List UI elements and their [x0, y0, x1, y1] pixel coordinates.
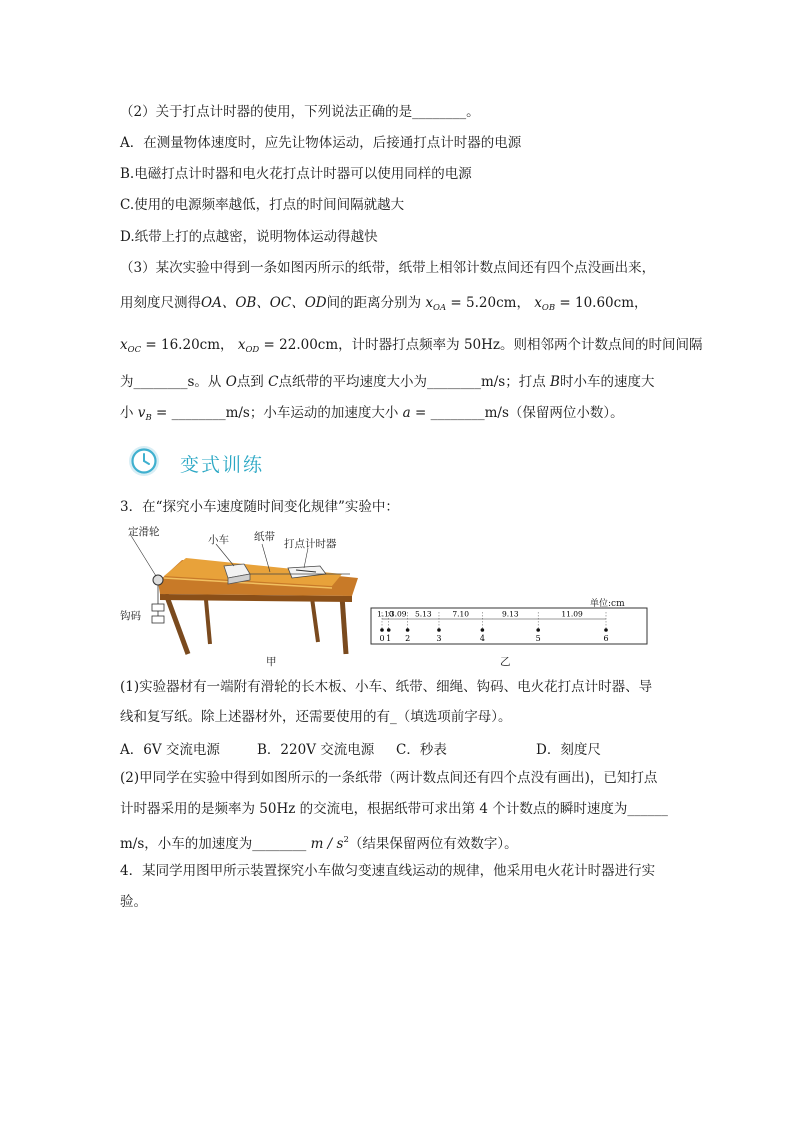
- q3sub-segments: OA、OB、OC、OD: [201, 295, 327, 311]
- tape-point-label: 3: [436, 634, 442, 643]
- tape-interval-label: 3.09: [389, 609, 407, 619]
- q3sub-line1: （3）某次实验中得到一条如图丙所示的纸带，纸带上相邻计数点间还有四个点没画出来，: [120, 260, 656, 276]
- q3sub-line4: [120, 373, 654, 391]
- tape-point-label: 5: [535, 634, 541, 643]
- q3sub-line4-c: 点纸带的平均速度大小为________m/s；打点: [278, 374, 546, 390]
- q3-1-option-d: D．刻度尺: [536, 742, 601, 758]
- q3sub-line5-b: = ________m/s；小车运动的加速度大小: [155, 405, 399, 421]
- q3sub-line5-a: 小: [120, 405, 134, 421]
- clock-icon: [128, 445, 160, 477]
- paper-tape-diagram: [370, 606, 652, 660]
- q3sub-line2-mid: 间的距离分别为: [326, 295, 422, 311]
- q3sub-line2: [120, 294, 648, 317]
- q3-1-option-a: A．6V 交流电源: [120, 742, 220, 758]
- xod-symbol: x: [237, 337, 246, 353]
- q3-1-option-c: C．秒表: [396, 742, 447, 758]
- tape-point: [481, 628, 485, 632]
- tape-point: [406, 628, 410, 632]
- q2-stem: （2）关于打点计时器的使用，下列说法正确的是________。: [120, 104, 480, 120]
- q3-1-line2: 线和复写纸。除上述器材外，还需要使用的有_（填选项前字母）。: [120, 709, 512, 725]
- acceleration-unit: m / s: [310, 836, 344, 852]
- section-header: [128, 445, 428, 479]
- q3sub-line4-a: 为________s。从: [120, 374, 222, 390]
- tape-label: 纸带: [254, 531, 275, 543]
- acceleration-symbol: a: [402, 405, 411, 421]
- tape-point: [604, 628, 608, 632]
- velocity-symbol: v: [137, 405, 146, 421]
- xoa-value: = 5.20cm，: [450, 295, 530, 311]
- tape-interval-label: 5.13: [414, 609, 432, 619]
- xod-subscript: OD: [245, 345, 260, 355]
- figure-jia-label: 甲: [266, 656, 277, 668]
- xob-subscript: OB: [541, 303, 556, 313]
- section-title: 变式训练: [180, 454, 265, 476]
- pulley-label: 定滑轮: [128, 526, 160, 538]
- q2-option-b: B.电磁打点计时器和电火花打点计时器可以使用同样的电源: [120, 166, 472, 182]
- q2-option-c: C.使用的电源频率越低，打点的时间间隔就越大: [120, 197, 405, 213]
- tape-interval-label: 1.10: [377, 609, 394, 619]
- tape-point-label: 1: [386, 634, 392, 643]
- xob-symbol: x: [534, 295, 542, 311]
- q3sub-line2-prefix: 用刻度尺测得: [120, 295, 201, 311]
- point-c-label: C: [268, 374, 279, 390]
- q3-1-option-b: B．220V 交流电源: [257, 742, 375, 758]
- tape-point-label: 2: [405, 634, 411, 643]
- q2-option-d: D.纸带上打的点越密，说明物体运动得越快: [120, 229, 378, 245]
- q3-1-line1: (1)实验器材有一端附有滑轮的长木板、小车、纸带、细绳、钩码、电火花打点计时器、导: [120, 679, 653, 695]
- tape-interval-label: 7.10: [452, 609, 470, 619]
- tape-point-label: 6: [603, 634, 609, 643]
- xod-value: = 22.00cm，: [263, 337, 352, 353]
- xoc-symbol: x: [120, 337, 128, 353]
- q4-line1: 4．某同学用图甲所示装置探究小车做匀变速直线运动的规律，他采用电火花计时器进行实: [120, 863, 656, 879]
- tape-point: [437, 628, 441, 632]
- figure-yi-label: 乙: [500, 656, 511, 668]
- tape-point: [380, 628, 384, 632]
- q3sub-line5-c: = ________m/s（保留两位小数）。: [415, 405, 624, 421]
- q3-2-line3-b: （结果保留两位有效数字）。: [348, 836, 518, 852]
- velocity-subscript: B: [145, 413, 152, 423]
- point-o-label: O: [225, 374, 237, 390]
- q3sub-line3: [120, 336, 703, 359]
- tape-interval-label: 11.09: [561, 609, 583, 619]
- q3sub-line4-b: 点到: [236, 374, 264, 390]
- q3-2-line3: [120, 831, 518, 853]
- tape-point-label: 0: [379, 634, 385, 643]
- xoa-subscript: OA: [433, 303, 447, 313]
- xoc-subscript: OC: [127, 345, 142, 355]
- tape-point: [387, 628, 391, 632]
- timer-label: 打点计时器: [284, 538, 337, 550]
- point-b-label: B: [550, 374, 560, 390]
- q2-option-a: A．在测量物体速度时，应先让物体运动，后接通打点计时器的电源: [120, 135, 522, 151]
- experiment-figure: [120, 522, 640, 672]
- tape-point-label: 4: [479, 634, 485, 643]
- cart-label: 小车: [208, 534, 229, 546]
- q3sub-line3-tail: 计时器打点频率为 50Hz。则相邻两个计数点间的时间间隔: [351, 337, 703, 353]
- xob-value: = 10.60cm，: [559, 295, 648, 311]
- unit-label: 单位:cm: [590, 599, 625, 609]
- xoa-symbol: x: [425, 295, 434, 311]
- q3-2-line1: (2)甲同学在实验中得到如图所示的一条纸带（两计数点间还有四个点没有画出)，已知打点: [120, 770, 658, 786]
- acceleration-unit-exponent: 2: [343, 835, 349, 845]
- q3-stem: 3．在“探究小车速度随时间变化规律”实验中：: [120, 499, 399, 515]
- q3-2-line2: 计时器采用的是频率为 50Hz 的交流电，根据纸带可求出第 4 个计数点的瞬时速度为______: [120, 801, 668, 817]
- q3sub-line4-d: 时小车的速度大: [559, 374, 655, 390]
- q3-2-line3-a: m/s，小车的加速度为________: [120, 836, 307, 852]
- weight-label: 钩码: [120, 610, 141, 622]
- q4-line2: 验。: [120, 894, 147, 910]
- tape-point: [536, 628, 540, 632]
- q3sub-line5: [120, 404, 624, 427]
- tape-interval-label: 9.13: [501, 609, 519, 619]
- xoc-value: = 16.20cm，: [145, 337, 234, 353]
